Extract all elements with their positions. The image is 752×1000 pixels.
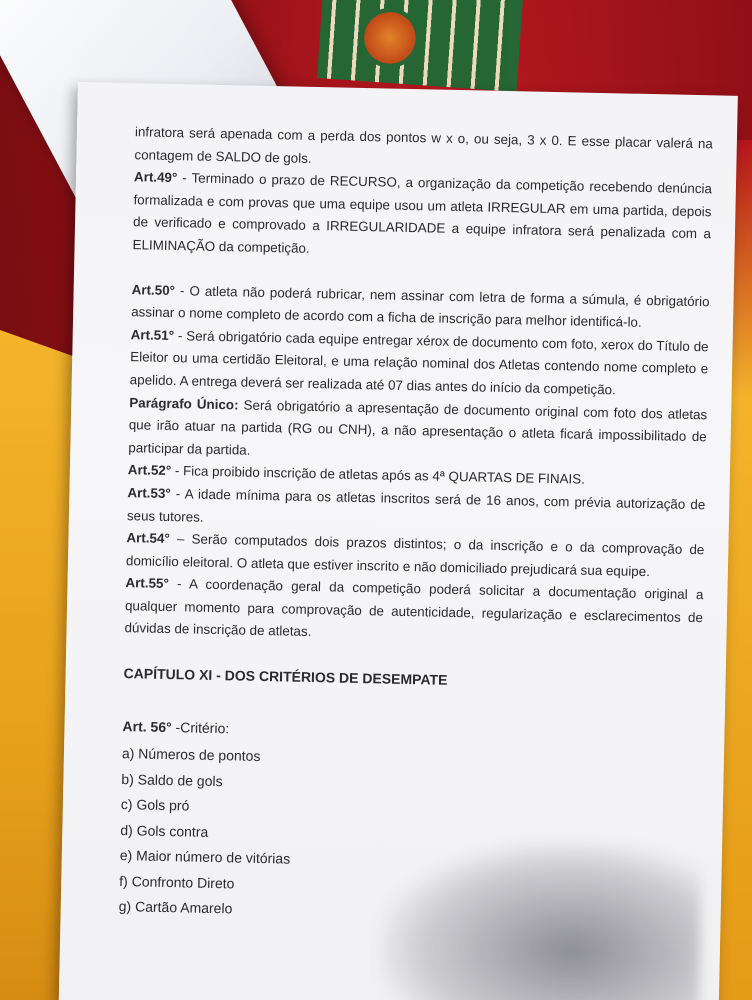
list-item: d) Gols contra: [120, 821, 209, 840]
article-55: [124, 572, 703, 652]
article-text: - Terminado o prazo de RECURSO, a organização da competição recebendo denúncia formalizada e com provas que uma equipe usou um atleta IRREGULAR em uma partida, depois de verificado e comprovado a IRREGULARIDADE a equipe infratora será penalizada com a ELIMINAÇÃO da competição.: [132, 170, 713, 256]
document-page: [59, 82, 738, 1000]
list-item: g) Cartão Amarelo: [118, 898, 233, 917]
article-label: Art.51°: [130, 326, 175, 343]
article-text: – Serão computados dois prazos distintos; o da inscrição e o da comprovação de domicílio eleitoral. O atleta que estiver inscrito e não domiciliado prejudicará sua equipe.: [125, 531, 705, 579]
page-content: [118, 121, 713, 932]
article-label: Parágrafo Único:: [129, 394, 239, 412]
article-text: Será obrigatório a apresentação de documento original com foto dos atletas que irão atuar na partida (RG ou CNH), a não apresentação o atleta ficará impossibilitado de participar da partida.: [128, 396, 708, 458]
article-text: - A coordenação geral da competição poderá solicitar a documentação original a qualquer momento para comprovação de autenticidade, regularização e esclarecimentos de dúvidas de inscrição de atletas.: [124, 576, 704, 640]
list-item: a) Números de pontos: [121, 745, 261, 765]
list-item: e) Maior número de vitórias: [119, 847, 291, 867]
article-text: - Fica proibido inscrição de atletas após as 4ª QUARTAS DE FINAIS.: [171, 463, 586, 488]
paragraph-text: infratora será apenada com a perda dos pontos w x o, ou seja, 3 x 0. E esse placar valerá na contagem de SALDO de gols.: [134, 124, 714, 166]
article-label: Art.53°: [127, 485, 171, 501]
chapter-title: CAPÍTULO XI - DOS CRITÉRIOS DE DESEMPATE: [123, 665, 448, 688]
article-49: [132, 166, 712, 268]
article-text: -Critério:: [171, 718, 230, 736]
article-label: Art.54°: [126, 530, 170, 547]
list-item: b) Saldo de gols: [121, 770, 223, 789]
article-51: [130, 324, 709, 404]
article-text: - Será obrigatório cada equipe entregar xérox de documento com foto, xerox do Título de Eleitor ou uma certidão Eleitoral, e uma relação nominal dos Atletas contendo nome completo e apelido. A entrega deverá ser realizada até 07 dias antes do início da competição.: [129, 327, 709, 398]
list-item: f) Confronto Direto: [119, 872, 235, 892]
article-label: Art.49°: [133, 169, 178, 186]
criteria-list: [118, 741, 700, 932]
article-label: Art.52°: [127, 462, 172, 479]
article-label: Art. 56°: [122, 717, 172, 735]
article-label: Art.55°: [125, 575, 169, 592]
paragrafo-unico: [128, 392, 707, 472]
list-item: c) Gols pró: [120, 796, 190, 814]
fabric-pattern: [317, 0, 523, 92]
article-text: - A idade mínima para os atletas inscritos será de 16 anos, com prévia autorização de seus tutores.: [126, 485, 706, 525]
article-label: Art.50°: [131, 281, 176, 298]
article-text: - O atleta não poderá rubricar, nem assinar com letra de forma a súmula, é obrigatório assinar o nome completo de acordo com a ficha de inscrição para melhor identificá-lo.: [131, 282, 710, 331]
